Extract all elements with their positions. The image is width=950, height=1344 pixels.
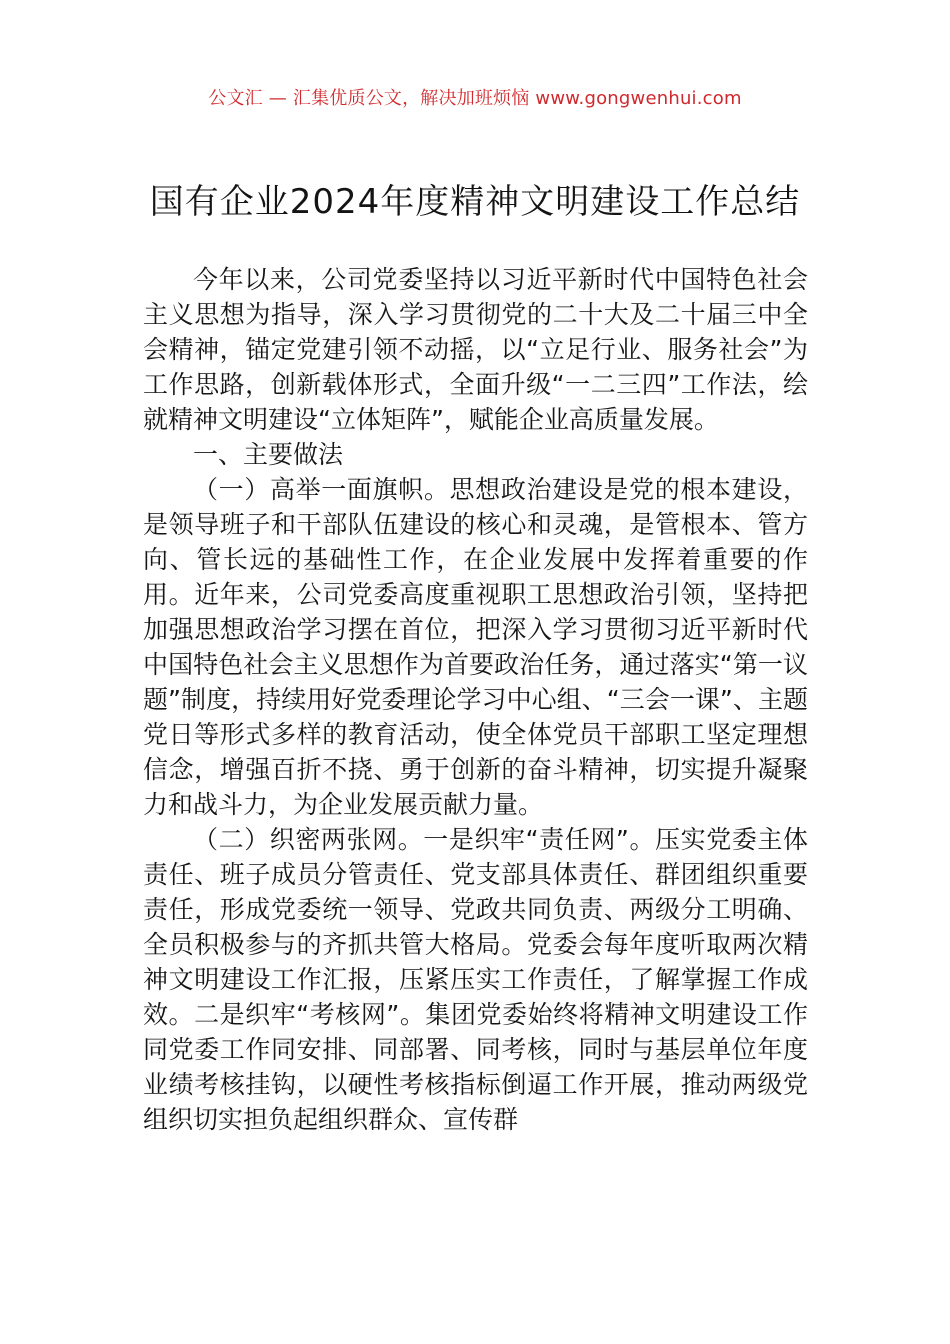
header-banner: 公文汇 — 汇集优质公文，解决加班烦恼 www.gongwenhui.com bbox=[208, 88, 742, 109]
paragraph-two-nets: （二）织密两张网。一是织牢“责任网”。压实党委主体责任、班子成员分管责任、党支部具体责任、群团组织重要责任，形成党委统一领导、党政共同负责、两级分工明确、全员积极参与的齐抓共管大格局。党委会每年度听取两次精神文明建设工作汇报，压紧压实工作责任，了解掌握工作成效。二是织牢“考核网”。集团党委始终将精神文明建设工作同党委工作同安排、同部署、同考核，同时与基层单位年度业绩考核挂钩，以硬性考核指标倒逼工作开展，推动两级党组织切实担负起组织群众、宣传群 bbox=[143, 825, 808, 1134]
paragraph-intro: 今年以来，公司党委坚持以习近平新时代中国特色社会主义思想为指导，深入学习贯彻党的二十大及二十届三中全会精神，锚定党建引领不动摇，以“立足行业、服务社会”为工作思路，创新载体形式，全面升级“一二三四”工作法，绘就精神文明建设“立体矩阵”，赋能企业高质量发展。 bbox=[143, 265, 808, 434]
section-heading-main-practices: 一、主要做法 bbox=[193, 440, 344, 469]
document-body bbox=[143, 262, 808, 1137]
document-title: 国有企业2024年度精神文明建设工作总结 bbox=[149, 182, 801, 222]
paragraph-one-flag: （一）高举一面旗帜。思想政治建设是党的根本建设，是领导班子和干部队伍建设的核心和灵魂，是管根本、管方向、管长远的基础性工作，在企业发展中发挥着重要的作用。近年来，公司党委高度重视职工思想政治引领，坚持把加强思想政治学习摆在首位，把深入学习贯彻习近平新时代中国特色社会主义思想作为首要政治任务，通过落实“第一议题”制度，持续用好党委理论学习中心组、“三会一课”、主题党日等形式多样的教育活动，使全体党员干部职工坚定理想信念，增强百折不挠、勇于创新的奋斗精神，切实提升凝聚力和战斗力，为企业发展贡献力量。 bbox=[143, 475, 808, 819]
